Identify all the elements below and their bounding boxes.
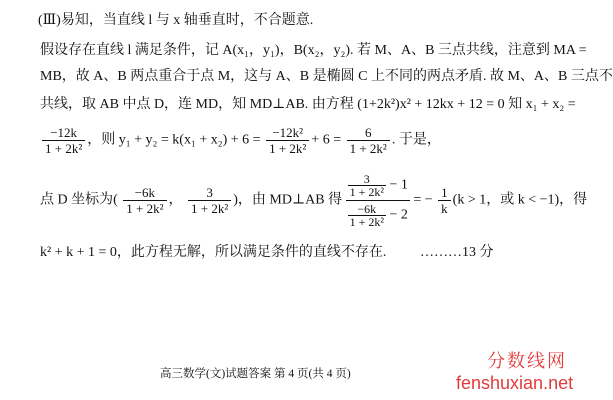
line-5-text-2: + 6 = <box>311 132 342 148</box>
fraction-numerator: 3 <box>206 185 213 200</box>
comma: ， <box>168 192 183 208</box>
fraction-denominator: 1 + 2k² <box>266 140 309 155</box>
fraction-numerator: −6k <box>134 185 156 200</box>
fraction-d-y <box>188 186 231 215</box>
fraction-numerator: −12k² <box>272 125 304 140</box>
fraction-d-x <box>123 186 166 215</box>
line-6-text-2: )，由 MD⊥AB 得 <box>233 192 343 208</box>
fraction-numerator: 1 <box>441 185 448 200</box>
fraction-denominator: 1 + 2k² <box>347 140 390 155</box>
inner-fraction-bottom <box>348 203 386 228</box>
fraction-y-sum-a <box>266 126 309 155</box>
fraction-neg-reciprocal <box>438 186 451 215</box>
fraction-numerator: −6k <box>357 202 377 216</box>
line-6 <box>40 173 587 228</box>
fraction-denominator: 1 + 2k² <box>188 200 231 215</box>
line-6-text-1: 点 D 坐标为( <box>40 192 118 208</box>
watermark-url: fenshuxian.net <box>456 373 574 393</box>
fraction-denominator: 1 + 2k² <box>349 185 384 199</box>
line-4: 共线，取 AB 中点 D，连 MD，知 MD⊥AB. 由方程 (1+2k²)x² + 12kx + 12 = 0 知 x₁ + x₂ = <box>40 97 576 112</box>
fraction-denominator: 1 + 2k² <box>123 200 166 215</box>
compound-denominator <box>346 200 410 228</box>
page-footer: 高三数学(文)试题答案 第 4 页(共 4 页) <box>160 368 351 380</box>
line-3: MB，故 A、B 两点重合于点 M，这与 A、B 是椭圆 C 上不同的两点矛盾. 故 M、A、B 三点不 <box>40 69 613 84</box>
score-label: ………13 分 <box>420 245 494 260</box>
line-1: (Ⅲ)易知，当直线 l 与 x 轴垂直时，不合题意. <box>38 13 314 28</box>
compound-numerator <box>346 173 410 200</box>
fraction-numerator: −12k <box>50 125 78 140</box>
line-5-text-3: . 于是， <box>391 132 441 148</box>
fraction-denominator: 1 + 2k² <box>42 140 85 155</box>
fraction-denominator: 1 + 2k² <box>349 215 384 229</box>
line-6-text-3: = − <box>413 192 433 208</box>
fraction-numerator: 3 <box>363 172 370 186</box>
fraction-x-sum <box>42 126 85 155</box>
line-6-text-4: (k > 1，或 k < −1)，得 <box>452 192 588 208</box>
line-5-text-1: ，则 y₁ + y₂ = k(x₁ + x₂) + 6 = <box>87 132 261 148</box>
watermark-chinese: 分数线网 <box>487 351 567 372</box>
compound-denominator-tail: − 2 <box>389 207 408 223</box>
line-2: 假设存在直线 l 满足条件，记 A(x₁，y₁)，B(x₂，y₂). 若 M、A、B 三点共线，注意到 MA = <box>40 43 587 58</box>
inner-fraction-top <box>348 173 386 198</box>
slope-compound-fraction <box>346 173 410 228</box>
compound-numerator-tail: − 1 <box>389 177 408 193</box>
fraction-y-sum-b <box>347 126 390 155</box>
fraction-denominator: k <box>438 200 451 215</box>
line-5 <box>40 126 441 155</box>
fraction-numerator: 6 <box>364 125 372 140</box>
line-7: k² + k + 1 = 0，此方程无解，所以满足条件的直线不存在. <box>40 245 387 260</box>
